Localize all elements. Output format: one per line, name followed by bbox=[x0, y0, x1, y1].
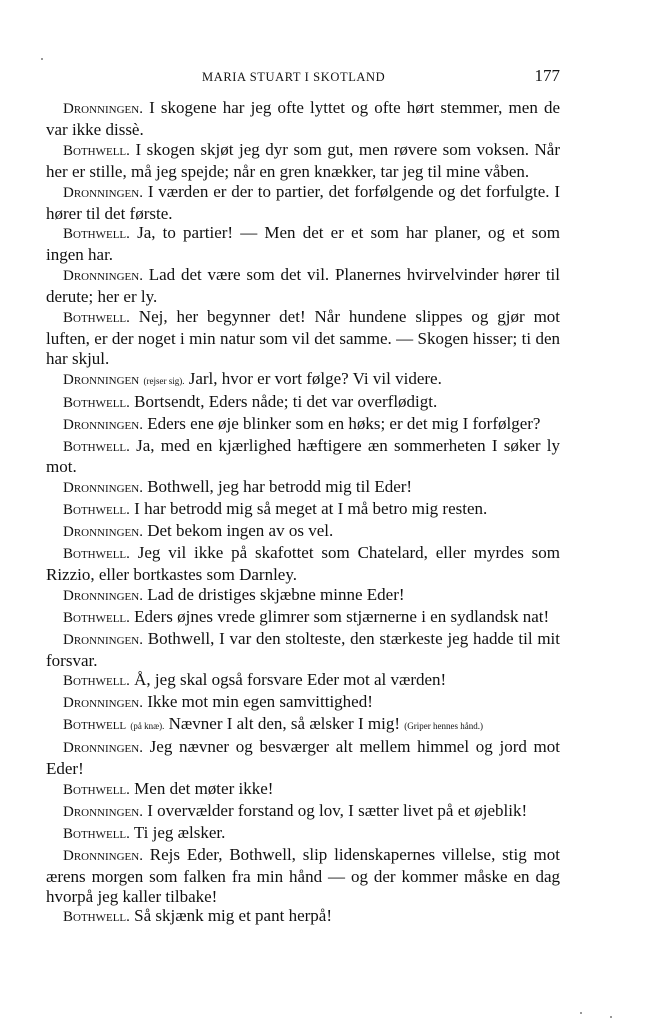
dialogue-line bbox=[46, 521, 560, 543]
speaker-name: Bothwell. bbox=[63, 310, 130, 327]
speaker-name: Dronningen. bbox=[63, 740, 143, 757]
dialogue-line bbox=[46, 607, 560, 629]
spoken-text: Men det møter ikke! bbox=[134, 779, 274, 798]
dialogue-line bbox=[46, 906, 560, 928]
dialogue-line bbox=[46, 392, 560, 414]
dialogue-line bbox=[46, 845, 560, 907]
dialogue-line bbox=[46, 477, 560, 499]
dialogue-line bbox=[46, 629, 560, 671]
dialogue-line bbox=[46, 223, 560, 265]
speaker-name: Bothwell. bbox=[63, 609, 130, 626]
dialogue-line bbox=[46, 307, 560, 369]
speaker-name: Bothwell. bbox=[63, 226, 130, 243]
speaker-name: Dronningen. bbox=[63, 587, 143, 604]
speaker-name: Dronningen. bbox=[63, 847, 143, 864]
dialogue-line bbox=[46, 98, 560, 140]
speaker-name: Dronningen. bbox=[63, 480, 143, 497]
speaker-name: Dronningen. bbox=[63, 184, 143, 201]
speaker-name: Bothwell. bbox=[63, 825, 130, 842]
running-title: MARIA STUART I SKOTLAND bbox=[202, 70, 386, 84]
dialogue-line bbox=[46, 414, 560, 436]
stage-direction: (Griper hennes hånd.) bbox=[404, 721, 483, 732]
stage-direction: (rejser sig). bbox=[143, 375, 185, 386]
dialogue-line bbox=[46, 823, 560, 845]
dialogue-line bbox=[46, 140, 560, 182]
speaker-name: Dronningen. bbox=[63, 695, 143, 712]
dialogue-text bbox=[46, 98, 560, 928]
spoken-text: Ti jeg ælsker. bbox=[133, 822, 226, 842]
dialogue-line bbox=[46, 801, 560, 823]
speaker-name: Bothwell. bbox=[63, 142, 130, 159]
spoken-text: Lad de dristiges skjæbne minne Eder! bbox=[147, 584, 405, 604]
dialogue-line bbox=[46, 543, 560, 585]
dialogue-line bbox=[46, 369, 560, 392]
spoken-text: Eders ene øje blinker som en høks; er det mig I forfølger? bbox=[147, 413, 541, 433]
speaker-name: Bothwell bbox=[63, 717, 127, 734]
spoken-text: Det bekom ingen av os vel. bbox=[147, 521, 334, 541]
spoken-text: Lad det være som det vil. Planernes hvirvelvinder hører til derute; her er ly. bbox=[46, 265, 560, 307]
speaker-name: Bothwell. bbox=[63, 502, 130, 519]
dialogue-line bbox=[46, 436, 560, 478]
dialogue-line bbox=[46, 670, 560, 692]
spoken-text: Ikke mot min egen samvittighed! bbox=[147, 692, 373, 712]
dialogue-line bbox=[46, 692, 560, 714]
spoken-text: Jarl, hvor er vort følge? Vi vil videre. bbox=[188, 368, 442, 388]
page-number: 177 bbox=[534, 66, 560, 85]
spoken-text: I har betrodd mig så meget at I må betro mig resten. bbox=[134, 499, 488, 519]
spoken-text: Jeg vil ikke på skafottet som Chatelard, eller myrdes som Rizzio, eller bortkastes som Darnley. bbox=[46, 543, 560, 584]
dialogue-line bbox=[46, 585, 560, 607]
running-header bbox=[62, 66, 560, 88]
spoken-text: Ja, med en kjærlighed hæftigere æn sommerheten I søker ly mot. bbox=[46, 435, 560, 477]
dialogue-line bbox=[46, 182, 560, 224]
spoken-text: Ja, to partier! — Men det er et som har planer, og et som ingen har. bbox=[46, 223, 560, 265]
speaker-name: Bothwell. bbox=[63, 394, 130, 411]
speaker-name: Bothwell. bbox=[63, 909, 130, 926]
spoken-text: I skogen skjøt jeg dyr som gut, men røvere som voksen. Når her er stille, må jeg spejde; når en gren knækker, tar jeg til mine våben. bbox=[46, 139, 560, 181]
spoken-text: Bortsendt, Eders nåde; ti det var overflødigt. bbox=[134, 391, 438, 411]
spoken-text: Så skjænk mig et pant herpå! bbox=[134, 906, 332, 926]
scan-speck bbox=[580, 1012, 582, 1014]
dialogue-line bbox=[46, 737, 560, 779]
spoken-text: Nej, her begynner det! Når hundene slippes og gjør mot luften, er der noget i min natur som vil det samme. — Skogen hisser; ti den har skjul. bbox=[46, 307, 561, 368]
spoken-text: Å, jeg skal også forsvare Eder mot al værden! bbox=[134, 670, 447, 690]
dialogue-line bbox=[46, 265, 560, 307]
scan-speck bbox=[41, 58, 43, 60]
dialogue-line bbox=[46, 714, 560, 737]
stage-direction: (på knæ). bbox=[130, 721, 165, 732]
spoken-text: I overvælder forstand og lov, I sætter livet på et øjeblik! bbox=[147, 800, 528, 820]
speaker-name: Dronningen bbox=[63, 371, 140, 388]
speaker-name: Dronningen. bbox=[63, 524, 143, 541]
spoken-text: I værden er der to partier, det forfølgende og det forfulgte. I hører til det første. bbox=[46, 181, 560, 223]
speaker-name: Bothwell. bbox=[63, 782, 130, 798]
speaker-name: Dronningen. bbox=[63, 101, 143, 117]
speaker-name: Dronningen. bbox=[63, 631, 143, 648]
spoken-text: Rejs Eder, Bothwell, slip lidenskapernes villelse, stig mot ærens morgen som falken fra min hånd — og der kommer måske en dag hvorpå jeg kaller tilbake! bbox=[46, 844, 560, 906]
speaker-name: Dronningen. bbox=[63, 803, 143, 820]
spoken-text: Eders øjnes vrede glimrer som stjærnerne i en sydlandsk nat! bbox=[134, 606, 550, 626]
speaker-name: Bothwell. bbox=[63, 546, 130, 563]
dialogue-line bbox=[46, 779, 560, 801]
speaker-name: Bothwell. bbox=[63, 673, 130, 690]
scan-speck bbox=[610, 1016, 612, 1018]
spoken-text: Bothwell, I var den stolteste, den stærkeste jeg hadde til mit forsvar. bbox=[46, 628, 560, 670]
spoken-text: Bothwell, jeg har betrodd mig til Eder! bbox=[147, 477, 413, 497]
speaker-name: Dronningen. bbox=[63, 268, 143, 285]
spoken-text: Jeg nævner og besværger alt mellem himmel og jord mot Eder! bbox=[46, 737, 560, 779]
speaker-name: Dronningen. bbox=[63, 416, 143, 433]
spoken-text: Nævner I alt den, så ælsker I mig! bbox=[168, 714, 400, 734]
speaker-name: Bothwell. bbox=[63, 438, 130, 455]
spoken-text: I skogene har jeg ofte lyttet og ofte hørt stemmer, men de var ikke dissè. bbox=[46, 98, 561, 139]
dialogue-line bbox=[46, 499, 560, 521]
